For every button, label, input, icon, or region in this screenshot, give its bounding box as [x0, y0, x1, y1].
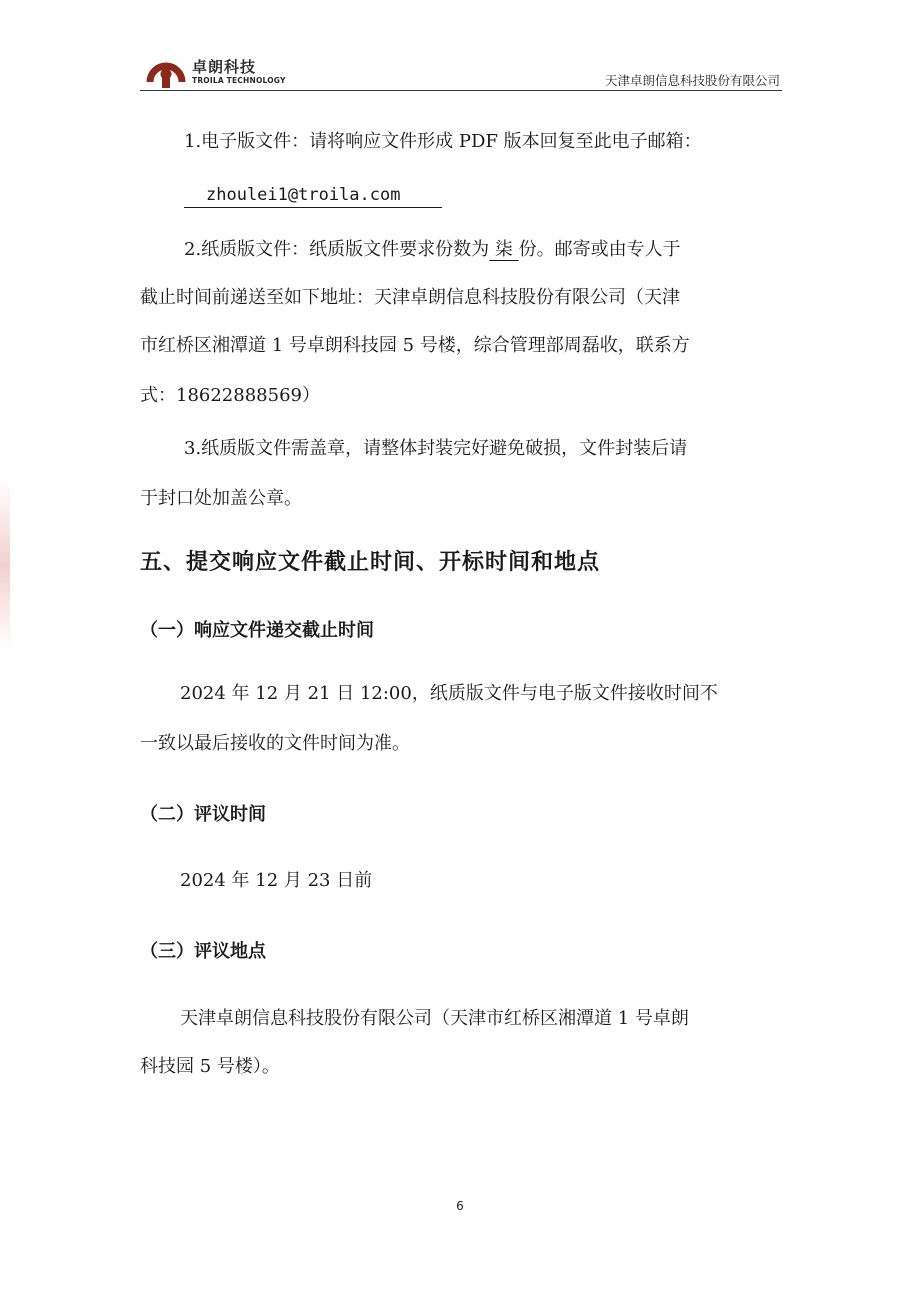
item-2-line-1: [184, 224, 824, 276]
subsection-1-line-2: 一致以最后接收的文件时间为准。: [140, 733, 410, 754]
copies-value: 柒: [494, 239, 513, 260]
item-3-line-1: 3.纸质版文件需盖章，请整体封装完好避免破损，文件封装后请: [184, 438, 688, 459]
copies-count: [489, 239, 518, 260]
email-address: zhoulei1@troila.com: [206, 185, 401, 205]
header-company-name: 天津卓朗信息科技股份有限公司: [604, 73, 780, 88]
logo-text-cn: 卓朗科技: [192, 58, 257, 76]
subsection-3-line-2: 科技园 5 号楼）。: [140, 1056, 280, 1077]
header-divider: [140, 90, 782, 91]
item-2-line-3: 市红桥区湘潭道 1 号卓朗科技园 5 号楼，综合管理部周磊收，联系方: [140, 335, 690, 356]
page-header: [140, 50, 782, 92]
stamp-remnant: [0, 480, 10, 650]
item-2-text-a: 2.纸质版文件：纸质版文件要求份数为: [184, 239, 490, 260]
item-2-text-b: 份。邮寄或由专人于: [518, 239, 681, 260]
item-2-line-4: 式：18622888569）: [140, 385, 320, 406]
troila-logo-icon: [146, 52, 186, 90]
item-2-line-2: 截止时间前递送至如下地址：天津卓朗信息科技股份有限公司（天津: [140, 287, 680, 308]
item-3-line-2: 于封口处加盖公章。: [140, 488, 302, 509]
subsection-2-line-1: 2024 年 12 月 23 日前: [180, 870, 373, 891]
section-5-heading: 五、提交响应文件截止时间、开标时间和地点: [140, 550, 601, 575]
item-1-electronic: 1.电子版文件：请将响应文件形成 PDF 版本回复至此电子邮箱：: [184, 131, 702, 152]
page-number: 6: [456, 1199, 464, 1213]
email-underline: [184, 185, 442, 208]
subsection-1-line-1: 2024 年 12 月 21 日 12:00，纸质版文件与电子版文件接收时间不: [180, 683, 718, 704]
subsection-3-heading: （三）评议地点: [140, 941, 266, 962]
logo-text-en: TROILA TECHNOLOGY: [192, 76, 286, 85]
subsection-3-line-1: 天津卓朗信息科技股份有限公司（天津市红桥区湘潭道 1 号卓朗: [180, 1008, 689, 1029]
subsection-2-heading: （二）评议时间: [140, 804, 266, 825]
subsection-1-heading: （一）响应文件递交截止时间: [140, 620, 374, 641]
